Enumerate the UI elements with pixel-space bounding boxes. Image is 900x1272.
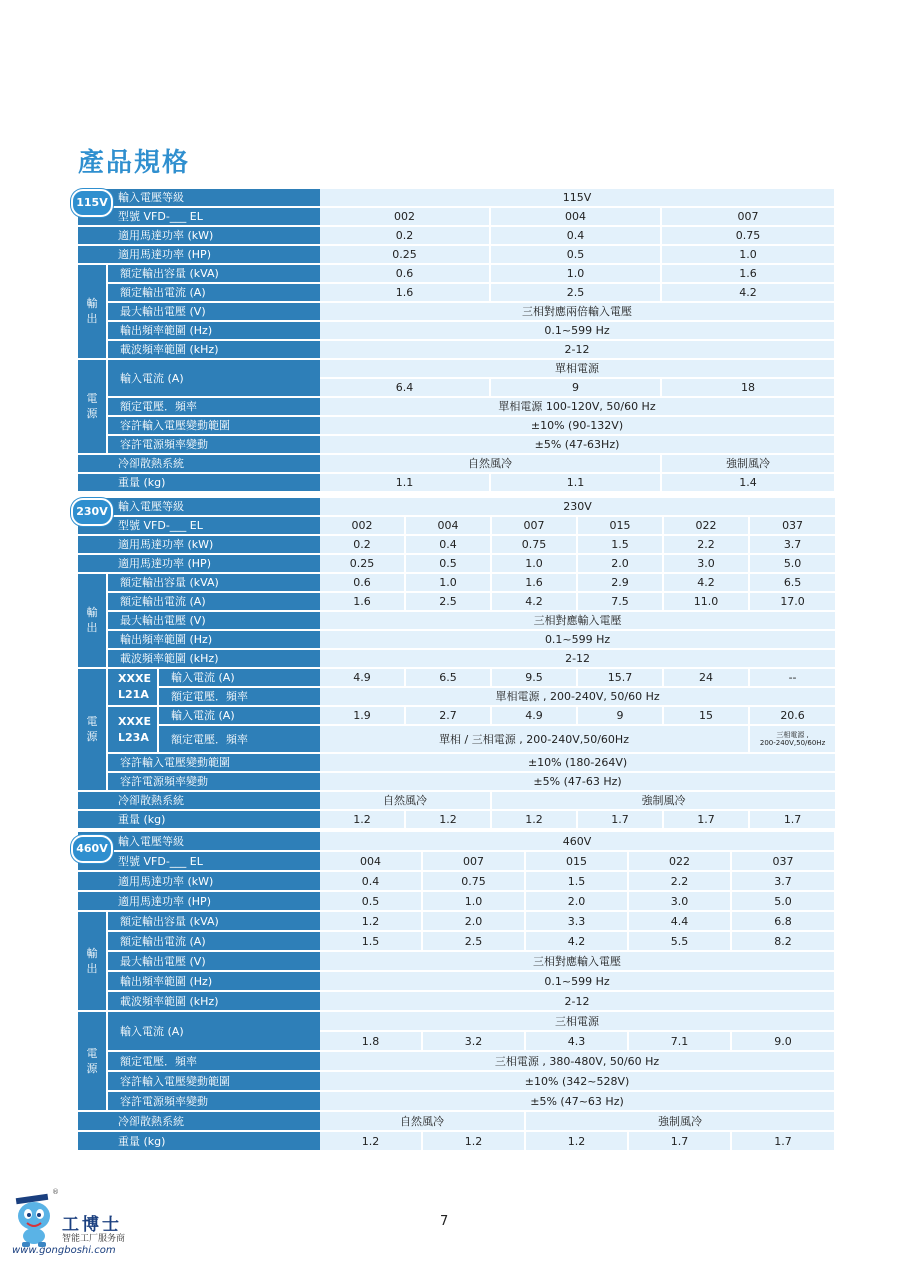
table-cell: 4.9 [492,707,578,724]
table-cell: 0.5 [491,246,662,263]
table-cell: 4.2 [526,932,629,950]
table-cell: 24 [664,669,750,686]
table-cell: 4.9 [320,669,406,686]
group-label-power [78,669,108,790]
page-title: 產品規格 [78,148,191,178]
table-row [78,669,835,686]
table-cell: 0.25 [320,555,406,572]
table-cell: 5.5 [629,932,732,950]
table-cell: 9 [491,379,662,396]
table-cell: 002 [320,208,491,225]
table-cell: 015 [526,852,629,870]
table-cell: 4.4 [629,912,732,930]
row-label: 適用馬達功率 (HP) [78,892,320,910]
row-label: 型號 VFD-___ EL [78,208,320,225]
row-label: 額定輸出容量 (kVA) [108,265,320,282]
row-label: 額定電壓．頻率 [159,688,320,705]
table-cell: 1.1 [320,474,491,491]
row-label: 額定輸出電流 (A) [108,932,320,950]
row-label: 容許輸入電壓變動範圍 [108,1072,320,1090]
table-cell: 1.6 [320,284,491,301]
table-cell: 460V [320,832,834,850]
row-label: 輸入電壓等級 [78,189,320,206]
table-cell: 1.1 [491,474,662,491]
table-cell: 0.4 [406,536,492,553]
table-cell: 3.7 [732,872,834,890]
table-cell: 1.7 [732,1132,834,1150]
row-label: 冷卻散熱系統 [78,455,320,472]
table-cell: 11.0 [664,593,750,610]
table-cell: 007 [423,852,526,870]
group-label-text: 輸出 [86,606,98,634]
table-cell: 9 [578,707,664,724]
table-row [78,650,835,667]
row-label: 額定輸出電流 (A) [108,593,320,610]
table-cell: 0.75 [423,872,526,890]
table-cell: 單相電源 , 200-240V, 50/60 Hz [320,688,835,705]
table-cell: 1.6 [320,593,406,610]
table-cell: 0.75 [662,227,834,244]
table-cell: 1.8 [320,1032,423,1050]
row-label: 重量 (kg) [78,474,320,491]
logo-url: www.gongboshi.com [12,1245,116,1256]
table-row [78,773,835,790]
table-cell: ±10% (90-132V) [320,417,834,434]
table-row [78,498,835,515]
row-label: 適用馬達功率 (HP) [78,246,320,263]
row-label: 輸入電流 (A) [108,360,320,396]
table-cell: 1.5 [320,932,423,950]
table-row [78,1112,834,1130]
table-cell: 022 [664,517,750,534]
table-cell: 1.0 [491,265,662,282]
table-cell: 230V [320,498,835,515]
table-cell: 三相對應兩倍輸入電壓 [320,303,834,320]
table-row [78,284,834,301]
table-cell: 1.9 [320,707,406,724]
table-row [78,189,834,206]
row-label: 適用馬達功率 (HP) [78,555,320,572]
table-cell: 2.7 [406,707,492,724]
table-row [78,574,835,591]
table-cell: 022 [629,852,732,870]
table-cell: 0.1~599 Hz [320,972,834,990]
model-sublabel-l23a [108,707,159,752]
logo-name: 工博士 [62,1215,122,1235]
table-row [78,360,834,377]
row-label: 額定電壓．頻率 [159,726,320,752]
table-cell: 0.6 [320,574,406,591]
table-cell: 三相電源 [320,1012,834,1030]
table-cell: ±10% (180-264V) [320,754,835,771]
table-cell: 自然風冷 [320,455,662,472]
table-row [78,972,834,990]
table-cell: 20.6 [750,707,835,724]
table-cell: 自然風冷 [320,792,492,809]
table-cell: 1.7 [664,811,750,828]
table-cell: 15 [664,707,750,724]
table-cell: 0.5 [320,892,423,910]
table-cell: 2.5 [491,284,662,301]
table-cell: 強制風冷 [526,1112,834,1130]
cell-text: 三相電源 , 200-240V,50/60Hz [759,731,826,747]
table-cell: 6.4 [320,379,491,396]
row-label: 適用馬達功率 (kW) [78,872,320,890]
table-row [78,852,834,870]
table-cell: 002 [320,517,406,534]
table-cell: 1.7 [629,1132,732,1150]
model-sublabel-l21a [108,669,159,705]
page-number: 7 [440,1214,449,1229]
table-cell: 0.2 [320,536,406,553]
row-label: 輸入電流 (A) [108,1012,320,1050]
table-cell: 4.3 [526,1032,629,1050]
row-label: 輸入電流 (A) [159,707,320,724]
table-row [78,265,834,282]
table-row [78,341,834,358]
table-cell: 強制風冷 [662,455,834,472]
table-cell: 單相 / 三相電源 , 200-240V,50/60Hz [320,726,750,752]
table-cell: 1.2 [320,811,406,828]
table-cell: 1.7 [750,811,835,828]
table-cell: 037 [732,852,834,870]
table-cell: 4.2 [664,574,750,591]
table-row [78,952,834,970]
row-label: 適用馬達功率 (kW) [78,536,320,553]
table-cell: 5.0 [750,555,835,572]
table-row [78,754,835,771]
sublabel-text: XXXE L21A [118,672,151,701]
table-row [78,892,834,910]
table-cell: 2.5 [406,593,492,610]
table-cell: ±10% (342~528V) [320,1072,834,1090]
row-label: 額定輸出容量 (kVA) [108,574,320,591]
table-cell: 2.2 [629,872,732,890]
row-label: 容許輸入電壓變動範圍 [108,754,320,771]
group-label-text: 輸出 [86,946,98,975]
voltage-badge-115v: 115V [71,189,113,217]
table-cell: 004 [491,208,662,225]
table-cell: 9.5 [492,669,578,686]
table-cell: 0.1~599 Hz [320,322,834,339]
table-cell: 2-12 [320,992,834,1010]
table-cell: 2.0 [578,555,664,572]
table-row [78,792,835,809]
voltage-badge-230v: 230V [71,498,113,526]
group-label-text: 電源 [86,715,98,743]
table-row [78,474,834,491]
table-cell: 037 [750,517,835,534]
table-cell: 單相電源 [320,360,834,377]
table-row [78,322,834,339]
table-cell: 007 [662,208,834,225]
table-cell: 三相電源 , 380-480V, 50/60 Hz [320,1052,834,1070]
table-cell: 2.5 [423,932,526,950]
table-cell: ±5% (47-63 Hz) [320,773,835,790]
spec-table-230v [78,496,835,830]
group-label-power [78,1012,108,1110]
row-label: 額定輸出容量 (kVA) [108,912,320,930]
group-label-output [78,912,108,1010]
table-cell: 9.0 [732,1032,834,1050]
table-cell: 3.3 [526,912,629,930]
row-label: 載波頻率範圍 (kHz) [108,992,320,1010]
table-cell: 單相電源 100-120V, 50/60 Hz [320,398,834,415]
table-cell: 3.0 [664,555,750,572]
group-label-power [78,360,108,453]
table-row [78,1052,834,1070]
table-cell: 0.2 [320,227,491,244]
row-label: 最大輸出電壓 (V) [108,612,320,629]
logo-tagline: 智能工厂服务商 [62,1234,126,1244]
table-row [78,536,835,553]
row-label: 輸出頻率範圍 (Hz) [108,972,320,990]
table-row [78,631,835,648]
table-cell: 1.6 [662,265,834,282]
row-label: 重量 (kg) [78,1132,320,1150]
table-cell: 2-12 [320,341,834,358]
table-row [78,1072,834,1090]
registered-mark: ® [52,1188,59,1196]
table-cell: 1.0 [662,246,834,263]
table-cell: 1.2 [423,1132,526,1150]
row-label: 容許輸入電壓變動範圍 [108,417,320,434]
table-cell: 1.2 [320,1132,423,1150]
table-row [78,726,835,752]
table-row [78,436,834,453]
table-cell: -- [750,669,835,686]
table-cell: 1.7 [578,811,664,828]
row-label: 額定電壓．頻率 [108,1052,320,1070]
table-cell: 4.2 [662,284,834,301]
table-cell: 2.0 [423,912,526,930]
row-label: 冷卻散熱系統 [78,1112,320,1130]
table-row [78,811,835,828]
spec-table-460v [78,830,834,1152]
table-row [78,517,835,534]
table-cell: 1.2 [492,811,578,828]
table-row [78,832,834,850]
voltage-badge-460v: 460V [71,835,113,863]
table-cell: 007 [492,517,578,534]
table-cell: 2.0 [526,892,629,910]
table-cell: 15.7 [578,669,664,686]
table-cell: 1.0 [406,574,492,591]
table-cell: 0.75 [492,536,578,553]
table-row [78,1092,834,1110]
table-cell: 1.0 [492,555,578,572]
table-row [78,593,835,610]
table-cell: 1.2 [320,912,423,930]
table-cell: 0.4 [320,872,423,890]
row-label: 載波頻率範圍 (kHz) [108,650,320,667]
group-label-text: 輸出 [86,297,98,325]
table-row [78,707,835,724]
table-cell: 6.5 [750,574,835,591]
row-label: 冷卻散熱系統 [78,792,320,809]
table-cell: 0.25 [320,246,491,263]
table-cell: 0.5 [406,555,492,572]
table-cell: 2-12 [320,650,835,667]
table-row [78,1012,834,1030]
table-row [78,227,834,244]
table-cell: 0.6 [320,265,491,282]
table-cell: 1.5 [578,536,664,553]
table-row [78,912,834,930]
table-row [78,208,834,225]
table-row [78,872,834,890]
table-cell: 0.4 [491,227,662,244]
row-label: 容許電源頻率變動 [108,773,320,790]
row-label: 型號 VFD-___ EL [78,852,320,870]
table-cell: 3.7 [750,536,835,553]
row-label: 額定電壓．頻率 [108,398,320,415]
table-row [78,417,834,434]
table-cell: 1.4 [662,474,834,491]
table-cell: 1.5 [526,872,629,890]
table-cell: 2.9 [578,574,664,591]
table-cell: 三相對應輸入電壓 [320,952,834,970]
table-cell: 1.0 [423,892,526,910]
table-row [78,455,834,472]
table-cell: 015 [578,517,664,534]
table-cell: 1.6 [492,574,578,591]
table-cell: 6.5 [406,669,492,686]
row-label: 適用馬達功率 (kW) [78,227,320,244]
table-cell: 三相對應輸入電壓 [320,612,835,629]
row-label: 重量 (kg) [78,811,320,828]
row-label: 最大輸出電壓 (V) [108,952,320,970]
row-label: 型號 VFD-___ EL [78,517,320,534]
table-cell: ±5% (47-63Hz) [320,436,834,453]
table-row [78,1132,834,1150]
table-row [78,246,834,263]
table-row [78,992,834,1010]
row-label: 輸入電流 (A) [159,669,320,686]
table-cell: 4.2 [492,593,578,610]
row-label: 最大輸出電壓 (V) [108,303,320,320]
table-cell: 0.1~599 Hz [320,631,835,648]
table-row [78,688,835,705]
group-label-text: 電源 [86,1046,98,1075]
row-label: 載波頻率範圍 (kHz) [108,341,320,358]
table-cell: 6.8 [732,912,834,930]
group-label-output [78,265,108,358]
table-cell: 強制風冷 [492,792,835,809]
spec-table-115v [78,187,834,493]
table-cell: 18 [662,379,834,396]
table-cell [750,726,835,752]
sublabel-text: XXXE L23A [118,714,151,744]
row-label: 輸出頻率範圍 (Hz) [108,322,320,339]
table-cell: 2.2 [664,536,750,553]
table-cell: 17.0 [750,593,835,610]
table-row [78,932,834,950]
row-label: 輸入電壓等級 [78,832,320,850]
table-row [78,398,834,415]
row-label: 輸出頻率範圍 (Hz) [108,631,320,648]
table-cell: 115V [320,189,834,206]
table-cell: 8.2 [732,932,834,950]
group-label-text: 電源 [86,392,98,420]
row-label: 額定輸出電流 (A) [108,284,320,301]
table-cell: 1.2 [406,811,492,828]
table-cell: 3.2 [423,1032,526,1050]
table-cell: 自然風冷 [320,1112,526,1130]
table-row [78,303,834,320]
table-cell: 004 [406,517,492,534]
table-cell: 7.1 [629,1032,732,1050]
table-row [78,555,835,572]
table-row [78,612,835,629]
table-cell: 004 [320,852,423,870]
table-cell: 5.0 [732,892,834,910]
row-label: 容許電源頻率變動 [108,436,320,453]
table-cell: 7.5 [578,593,664,610]
row-label: 容許電源頻率變動 [108,1092,320,1110]
group-label-output [78,574,108,667]
table-cell: 1.2 [526,1132,629,1150]
table-cell: 3.0 [629,892,732,910]
table-cell: ±5% (47~63 Hz) [320,1092,834,1110]
row-label: 輸入電壓等級 [78,498,320,515]
